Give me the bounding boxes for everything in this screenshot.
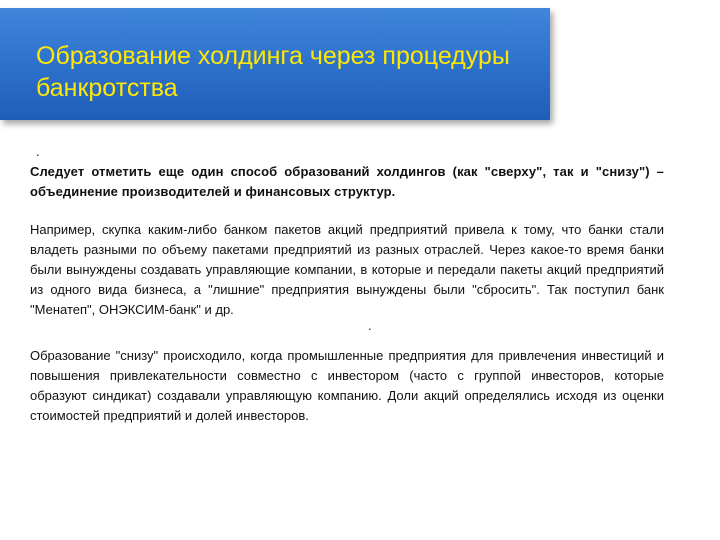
intro-paragraph: Следует отметить еще один способ образований холдингов (как "сверху", так и "снизу") – объединение производителей и финансовых структур. [30,164,664,199]
bullet-dot: . [368,318,372,333]
slide-title: Образование холдинга через процедуры банкротства [36,42,510,102]
title-banner [0,8,550,120]
bullet-dot: . [36,144,40,159]
bottom-up-paragraph: Образование "снизу" происходило, когда промышленные предприятия для привлечения инвестиций и повышения привлекательности совместно с инвестором (часто с группой инвесторов, которые образуют синдикат) создавали управляющую компанию. Доли акций определялись исходя из оценки стоимостей предприятий и долей инвесторов. [30,348,664,423]
slide-body [30,162,664,426]
example-paragraph: Например, скупка каким-либо банком пакетов акций предприятий привела к тому, что банки стали владеть разными по объему пакетами предприятий из разных отраслей. Через какое-то время банки были вынуждены создавать управляющие компании, в которые и передали пакеты акций предприятий из одного вида бизнеса, а "лишние" предприятия вынуждены были "сбросить". Так поступил банк "Менатеп", ОНЭКСИМ-банк" и др. [30,222,664,317]
